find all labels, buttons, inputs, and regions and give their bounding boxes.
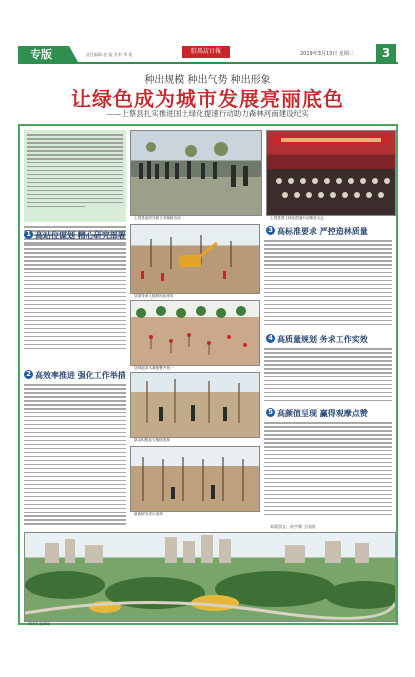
photo-city-green-park	[24, 532, 396, 622]
section-1-text	[24, 244, 126, 352]
editor-line: 责任编辑 赵 振 美术 李 俊	[86, 52, 133, 57]
section-3-title: 高标准要求 严控造林质量	[277, 227, 368, 236]
section-5-text	[264, 422, 392, 518]
photo-mobilization-meeting	[266, 130, 396, 216]
article-subtitle: ——上蔡县扎实推进国土绿化提速行动助力森林河南建设纪实	[106, 109, 309, 118]
section-label: 专版	[30, 48, 52, 61]
section-1-title: 高站位谋划 精心研究部署	[35, 231, 126, 240]
section-1-heading	[24, 230, 126, 241]
caption-4: 造林地苗木栽植整齐划一	[134, 366, 174, 370]
caption-2: 上蔡县国土绿化提速行动推进大会	[270, 216, 324, 220]
photo-new-tree-rows	[130, 446, 260, 512]
section-2-number: 2	[24, 370, 33, 379]
section-3-text	[264, 240, 392, 328]
article-title: 让绿色成为城市发展亮丽底色	[71, 87, 344, 111]
page-number: 3	[376, 44, 396, 62]
section-4-heading	[266, 334, 368, 345]
photo-tree-planting-event	[130, 130, 262, 216]
photo-planted-rows	[130, 300, 260, 366]
section-2-heading	[24, 370, 126, 381]
caption-3: 县领导深入植树现场指导	[134, 294, 174, 298]
section-5-number: 5	[266, 408, 275, 417]
masthead-logo: 駐馬店日報	[182, 46, 230, 58]
header-rule	[18, 62, 398, 64]
section-2-text	[24, 384, 126, 527]
section-1-number: 1	[24, 230, 33, 239]
caption-7: 城市生态绿地	[28, 622, 50, 626]
caption-5: 群众积极参与植树造林	[134, 438, 170, 442]
issue-date: 2019年3月13日 星期三	[300, 51, 354, 57]
section-5-title: 高颜值呈现 赢得观摩点赞	[277, 409, 368, 418]
section-4-number: 4	[266, 334, 275, 343]
caption-6: 新栽树木成行成林	[134, 512, 163, 516]
section-3-heading	[266, 226, 368, 237]
section-2-title: 高效率推进 强化工作举措	[35, 371, 126, 380]
section-4-title: 高质量规划 务求工作实效	[277, 335, 368, 344]
article-kicker: 种出规模 种出气势 种出形象	[144, 75, 271, 86]
caption-1: 上蔡县组织开展义务植树活动	[134, 216, 181, 220]
section-5-heading	[266, 408, 368, 419]
intro-text	[27, 134, 123, 210]
photo-volunteers-planting	[130, 372, 260, 438]
photo-credits: 本版图文：孙宇朝 王向阳	[270, 524, 316, 529]
photo-excavator-planting	[130, 224, 260, 294]
section-3-number: 3	[266, 226, 275, 235]
section-4-text	[264, 348, 392, 404]
